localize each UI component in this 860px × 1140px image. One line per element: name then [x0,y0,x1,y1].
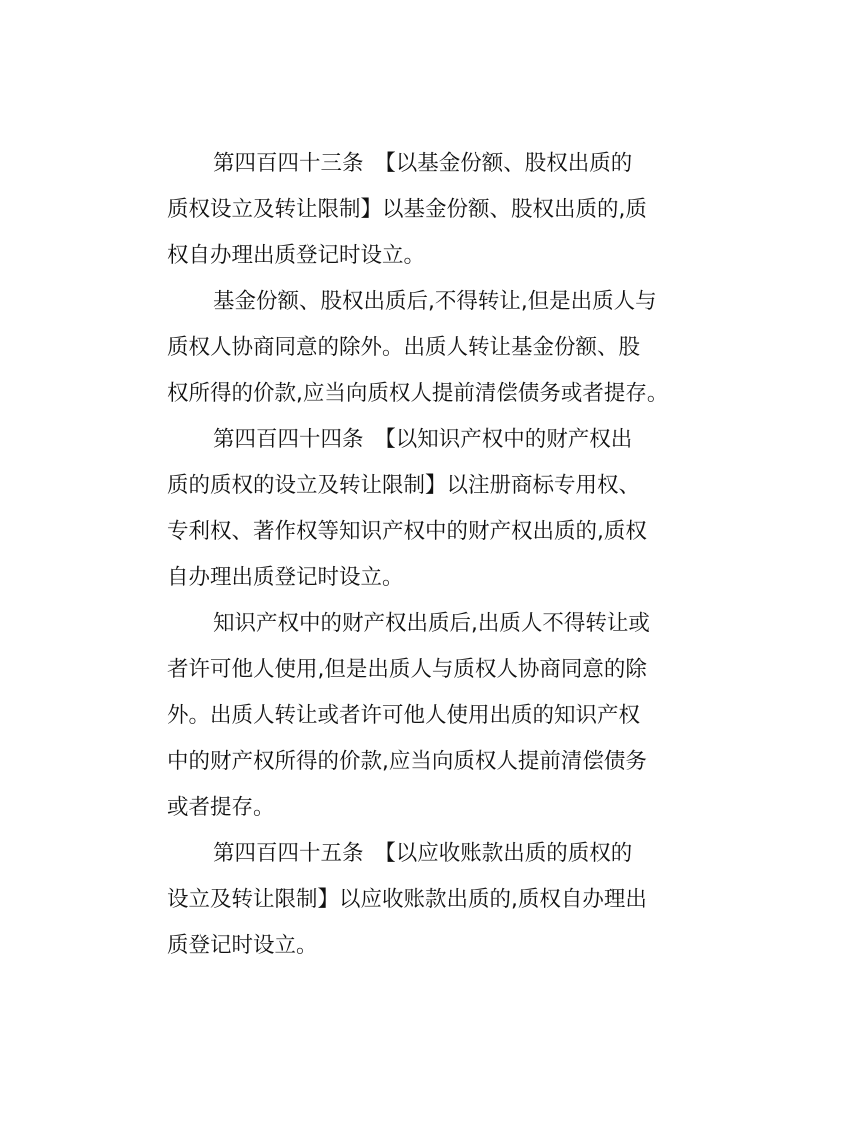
article-444-para2-line-2: 者许可他人使用,但是出质人与质权人协商同意的除 [167,657,647,682]
article-443-para2-line-2: 质权人协商同意的除外。出质人转让基金份额、股 [167,335,641,360]
article-443-para2-line-3: 权所得的价款,应当向质权人提前清偿债务或者提存。 [167,381,669,406]
article-445-line-1: 第四百四十五条 【以应收账款出质的质权的 [213,841,633,866]
article-443-para2-line-1: 基金份额、股权出质后,不得转让,但是出质人与 [213,289,657,314]
article-443-line-2: 质权设立及转让限制】以基金份额、股权出质的,质 [167,197,647,222]
article-444-para2-line-3: 外。出质人转让或者许可他人使用出质的知识产权 [167,703,641,728]
article-444-para2-line-4: 中的财产权所得的价款,应当向质权人提前清偿债务 [167,749,647,774]
article-445-line-3: 质登记时设立。 [167,933,318,958]
article-444-para2-line-1: 知识产权中的财产权出质后,出质人不得转让或 [213,611,650,636]
article-444-line-4: 自办理出质登记时设立。 [167,565,404,590]
article-444-para2-line-5: 或者提存。 [167,795,275,820]
document-body [167,141,727,969]
article-444-line-3: 专利权、著作权等知识产权中的财产权出质的,质权 [167,519,647,544]
article-443-line-1: 第四百四十三条 【以基金份额、股权出质的 [213,151,633,176]
article-445-line-2: 设立及转让限制】以应收账款出质的,质权自办理出 [167,887,647,912]
article-444-line-2: 质的质权的设立及转让限制】以注册商标专用权、 [167,473,641,498]
article-444-line-1: 第四百四十四条 【以知识产权中的财产权出 [213,427,633,452]
article-443-line-3: 权自办理出质登记时设立。 [167,243,426,268]
